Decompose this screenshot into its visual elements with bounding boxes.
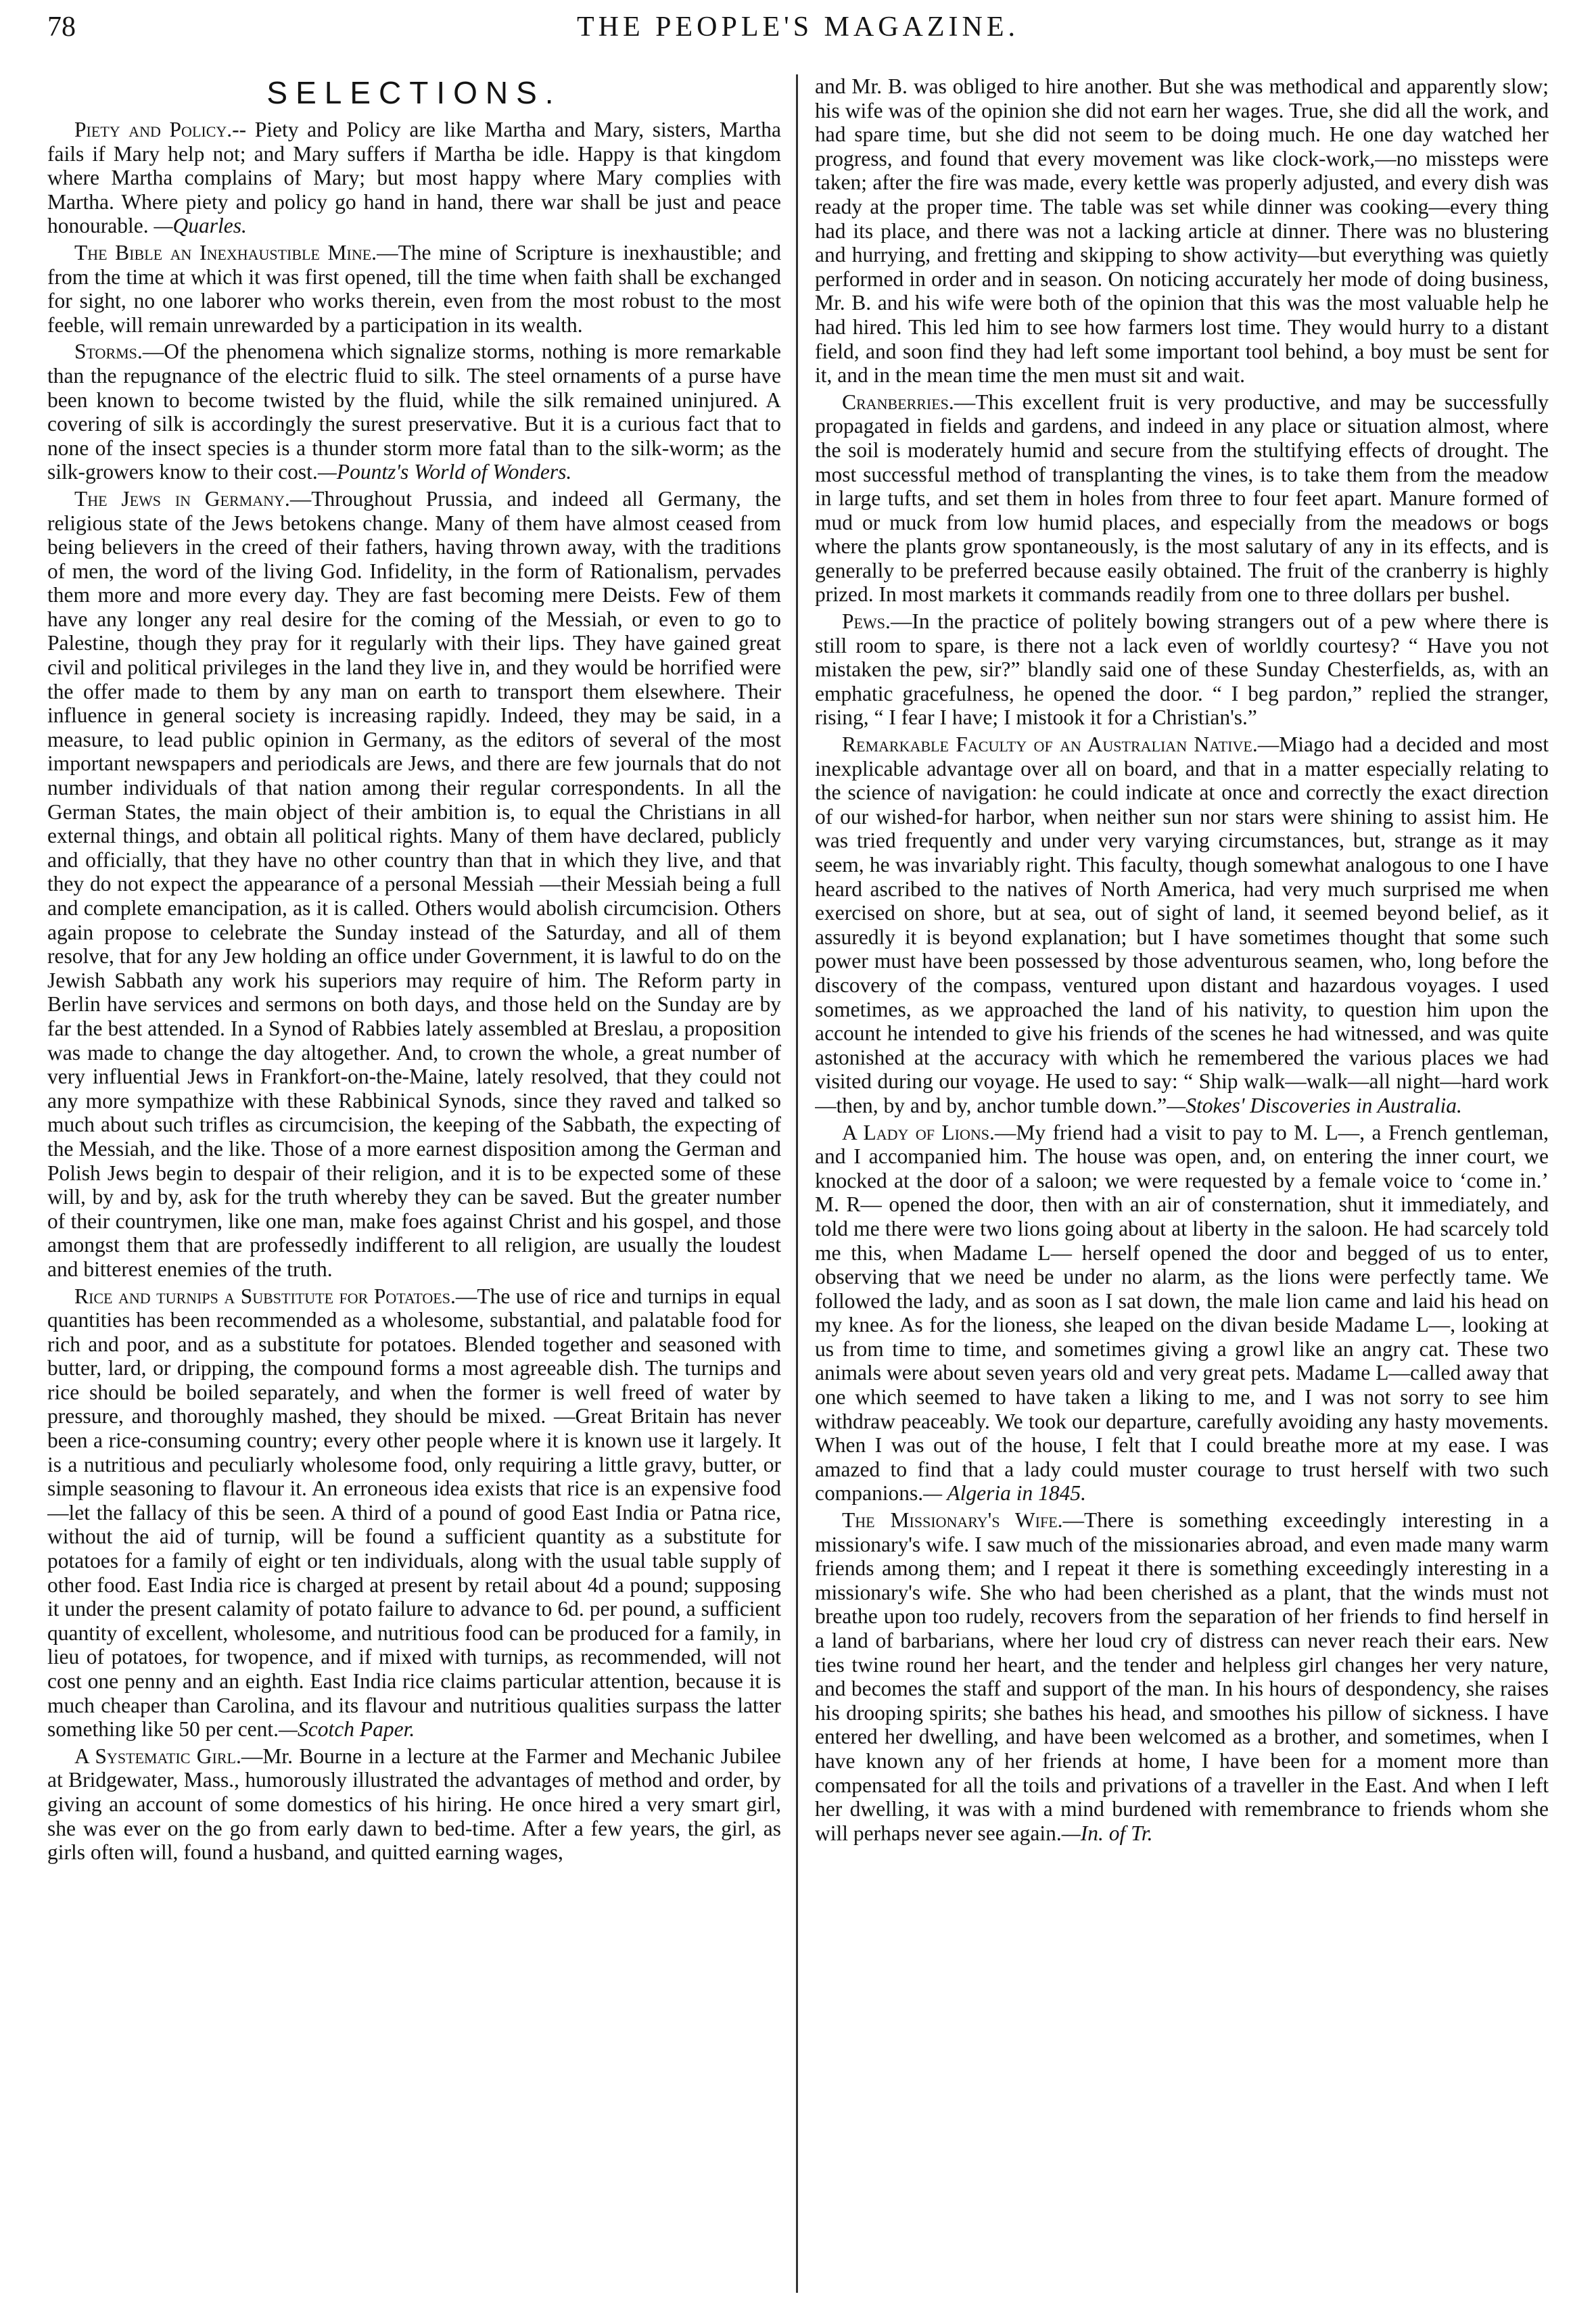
page-number: 78	[47, 11, 76, 43]
article-bible-mine	[47, 241, 781, 337]
article-source: —Pountz's World of Wonders.	[317, 460, 572, 484]
article-title: Rice and turnips a Substitute for Potatoes.	[74, 1284, 456, 1308]
article-title: The Bible an Inexhaustible Mine.	[74, 240, 377, 264]
article-source: —In. of Tr.	[1061, 1821, 1153, 1845]
article-title: Pews.	[842, 609, 891, 634]
article-body: —There is something exceedingly interesting in a missionary's wife. I saw much of the missionaries abroad, and even made many warm friends among them; and I repeat it there is something exceedingly interesting in a missionary's wife. She who had been cherished as a plant, that the winds must not breathe upon too rudely, recovers from the separation of her friends to find herself in a land of barbarians, where her loud cry of distress can never reach their ears. New ties twine round her heart, and the tender and helpless girl changes her very nature, and becomes the staff and support of the man. In his hours of despondency, she raises his drooping spirits; she bathes his head, and smoothes his pillow of sickness. I have entered her dwelling, and have been welcomed as a brother, and sometimes, when I have known any of her friends at home, I have been for a moment more than compensated for all the toils and privations of a traveller in the East. And when I left her dwelling, it was with a mind burdened with remembrance to friends whom she will perhaps never see again.	[815, 1508, 1549, 1845]
article-pews	[815, 609, 1549, 730]
article-title: The Missionary's Wife.	[842, 1508, 1063, 1533]
article-body: —Throughout Prussia, and indeed all Germany, the religious state of the Jews betokens change. Many of them have almost ceased from being believers in the creed of their fathers, having thrown away, with the traditions of men, the word of the living God. Infidelity, in the form of Rationalism, pervades them more and more every day. They are fast becoming mere Deists. Few of them have any longer any real desire for the coming of the Messiah, or even to go to Palestine, though they pray for it regularly with their lips. They have gained great civil and political privileges in the land they live in, and they would be horrified were the offer made to them by any man on earth to transport them elsewhere. Their influence in general society is increasing rapidly. Indeed, they may be said, in a measure, to lead public opinion in Germany, as the editors of several of the most important newspapers and periodicals are Jews, and there are few journals that do not number individuals of that nation among their regular correspondents. In all the German States, the main object of their ambition is, to equal the Christians in all external things, and obtain all political rights. Many of them have declared, publicly and officially, that they have no other country than that in which they live, and that they do not expect the appearance of a personal Messiah —their Messiah being a full and complete emancipation, as it is called. Others would abolish circumcision. Others again propose to celebrate the Sunday instead of the Saturday, and all of them resolve, that for any Jew holding an office under Government, it is lawful to do on the Jewish Sabbath any work his superiors may require of him. The Reform party in Berlin have services and sermons on both days, and those held on the Sunday are by far the best attended. In a Synod of Rabbies lately assembled at Breslau, a proposition was made to change the day altogether. And, to crown the whole, a great number of very influential Jews in Frankfort-on-the-Maine, lately resolved, that they could not any more sympathize with these Rabbinical Synods, since they raved and talked so much about such trifles as circumcision, the keeping of the Sabbath, the expecting of the Messiah, and the like. Those of a more earnest disposition among the German and Polish Jews begin to despair of their religion, and it is to be expected some of these will, by and by, ask for the truth whereby they can be saved. But the greater number of their countrymen, like one man, make foes against Christ and his gospel, and those amongst them that are professedly indifferent to all religion, are usually the loudest and bitterest enemies of the truth.	[47, 486, 781, 1281]
article-body: —In the practice of politely bowing strangers out of a pew where there is still room to spare, is there not a lack even of worldly courtesy? “ Have you not mistaken the pew, sir?” blandly said one of these Sunday Chesterfields, as, with an emphatic gracefulness, he opened the door. “ I beg pardon,” replied the stranger, rising, “ I fear I have; I mistook it for a Christian's.”	[815, 609, 1549, 730]
article-jews-in-germany	[47, 487, 781, 1282]
article-piety-and-policy	[47, 118, 781, 238]
column-divider	[796, 74, 798, 2293]
article-missionarys-wife	[815, 1508, 1549, 1845]
article-body: and Mr. B. was obliged to hire another. But she was methodical and apparently slow; his wife was of the opinion she did not earn her wages. True, she did all the work, and had spare time, but she did not seem to be doing much. He one day watched her progress, and found that every movement was like clock-work,—no missteps were taken; after the fire was made, every kettle was properly adjusted, and every dish was ready at the proper time. The table was set while dinner was cooking—every thing had its place, and there was not a lacking article at dinner. There was no blustering and hurrying, and fretting and skipping to show activity—but everything was quietly performed in order and in season. On noticing accurately her mode of doing business, Mr. B. and his wife were both of the opinion that this was the most valuable help he had hired. This led him to see how farmers lost time. They would hurry to a distant field, and soon find they had left some important tool behind, a boy must be sent for it, and in the mean time the men must sit and wait.	[815, 74, 1549, 388]
article-rice-and-turnips	[47, 1284, 781, 1742]
article-source: —Scotch Paper.	[279, 1717, 415, 1742]
article-source: —Quarles.	[154, 214, 247, 238]
article-title: Piety and Policy.--	[74, 118, 247, 141]
article-body: Piety and Policy are like Martha and Mary, sisters, Martha fails if Mary help not; and Mary suffers if Martha be idle. Happy is that kingdom where Martha complains of Mary; but most happy where Mary complies with Martha. Where piety and policy go hand in hand, there war shall be just and peace honourable.	[47, 118, 781, 238]
article-title: A Systematic Girl.	[74, 1744, 241, 1768]
article-body: —Of the phenomena which signalize storms, nothing is more remarkable than the repugnance of the electric fluid to silk. The steel ornaments of a purse have been known to become twisted by the fluid, while the silk remained uninjured. A covering of silk is accordingly the surest preservative. But it is a curious fact that to none of the insect species is a thunder storm more fatal than to the silk-worm; as the silk-growers know to their cost.	[47, 340, 781, 484]
right-column	[815, 74, 1549, 2293]
article-cranberries	[815, 390, 1549, 607]
article-lady-of-lions	[815, 1121, 1549, 1506]
article-body: —The mine of Scripture is inexhaustible; and from the time at which it was first opened, till the time when faith shall be exchanged for sight, no one laborer who works therein, even from the most robust to the most feeble, will remain unrewarded by a participation in its wealth.	[47, 240, 781, 337]
article-source: —Stokes' Discoveries in Australia.	[1167, 1093, 1462, 1117]
article-systematic-girl	[47, 1744, 781, 1865]
article-title: Cranberries.	[842, 390, 954, 414]
article-systematic-girl-continued	[815, 74, 1549, 388]
article-title: Remarkable Faculty of an Australian Native.	[842, 732, 1258, 757]
article-title: Storms.	[74, 340, 143, 364]
article-title: The Jews in Germany.	[74, 486, 290, 511]
page-header	[47, 5, 1549, 54]
article-columns	[47, 74, 1549, 2293]
running-title: THE PEOPLE'S MAGAZINE.	[576, 11, 1020, 43]
article-body: —Mr. Bourne in a lecture at the Farmer and Mechanic Jubilee at Bridgewater, Mass., humorously illustrated the advantages of method and order, by giving an account of some domestics of his hiring. He once hired a very smart girl, she was ever on the go from early dawn to bed-time. After a few years, the girl, as girls often will, found a husband, and quitted earning wages,	[47, 1744, 781, 1865]
article-source: — Algeria in 1845.	[923, 1481, 1087, 1506]
section-title: SELECTIONS.	[266, 75, 562, 110]
article-title: A Lady of Lions.	[842, 1120, 995, 1144]
article-storms	[47, 340, 781, 484]
left-column	[47, 74, 781, 2293]
article-body: —Miago had a decided and most inexplicable advantage over all on board, and that in a matter especially relating to the science of navigation: he could indicate at once and correctly the exact direction of our wished-for harbor, when neither sun nor stars were shining to assist him. He was tried frequently and under very varying circumstances, but, strange as it may seem, he was invariably right. This faculty, though somewhat analogous to one I have heard ascribed to the natives of North America, had very much surprised me when exercised on shore, but at sea, out of sight of land, it seemed beyond belief, as it assuredly it is beyond explanation; but I have sometimes thought that some such power must have been possessed by those adventurous seamen, who, long before the discovery of the compass, ventured upon distant and hazardous voyages. I used sometimes, as we approached the land of his nativity, to question him upon the account he intended to give his friends of the scenes he had witnessed, and was quite astonished at the accuracy with which he remembered the various places we had visited during our voyage. He used to say: “ Ship walk—walk—all night—hard work—then, by and by, anchor tumble down.”	[815, 732, 1549, 1117]
article-australian-native	[815, 732, 1549, 1118]
article-body: —This excellent fruit is very productive, and may be successfully propagated in fields and gardens, and indeed in any place or situation almost, where the soil is moderately humid and secure from the stultifying effects of drought. The most successful method of transplanting the vines, is to take them from the meadow in large tufts, and set them in holes from three to four feet apart. Manure formed of mud or muck from low humid places, and especially from the meadows or bogs where the plants grow spontaneously, is the most salutary of any in its effects, and is generally to be preferred because easily obtained. The fruit of the cranberry is highly prized. In most markets it commands readily from one to three dollars per bushel.	[815, 390, 1549, 607]
article-body: —The use of rice and turnips in equal quantities has been recommended as a wholesome, substantial, and palatable food for rich and poor, and as a substitute for potatoes. Blended together and seasoned with butter, lard, or dripping, the compound forms a most agreeable dish. The turnips and rice should be boiled separately, and when the former is well freed of water by pressure, and thoroughly mashed, they should be mixed. —Great Britain has never been a rice-consuming country; every other people where it is known use it largely. It is a nutritious and peculiarly wholesome food, only requiring a little gravy, butter, or simple seasoning to flavour it. An erroneous idea exists that rice is an expensive food—let the fallacy of this be seen. A third of a pound of good East India or Patna rice, without the aid of turnip, will be found a sufficient quantity as a substitute for potatoes for a family of eight or ten individuals, along with the usual table supply of other food. East India rice is charged at present by retail about 4d a pound; supposing it under the present calamity of potato failure to advance to 6d. per pound, a sufficient quantity of excellent, wholesome, and nutritious food can be produced for a family, in lieu of potatoes, for twopence, and if mixed with turnips, as recommended, will not cost one penny and an eighth. East India rice claims particular attention, because it is much cheaper than Carolina, and its flavour and nutritious qualities surpass the latter something like 50 per cent.	[47, 1284, 781, 1742]
article-body: —My friend had a visit to pay to M. L—, a French gentleman, and I accompanied him. The house was open, and, on entering the inner court, we knocked at the door of a saloon; we were requested by a female voice to ‘come in.’ M. R— opened the door, then with an air of consternation, shut it immediately, and told me there were two lions going about at liberty in the saloon. He had scarcely told me this, when Madame L— herself opened the door and begged of us to enter, observing that we need be under no alarm, as the lions were perfectly tame. We followed the lady, and as soon as I sat down, the male lion came and laid his head on my knee. As for the lioness, she leaped on the divan beside Madame L—, looking at us from time to time, and sometimes giving a growl like an angry cat. These two animals were about seven years old and very great pets. Madame L—called away that one which seemed to have taken a liking to me, and I was not sorry to see him withdraw peaceably. We took our departure, carefully avoiding any hasty movements. When I was out of the house, I felt that I could breathe more at my ease. I was amazed to find that a lady could muster courage to trust herself with two such companions.	[815, 1120, 1549, 1506]
